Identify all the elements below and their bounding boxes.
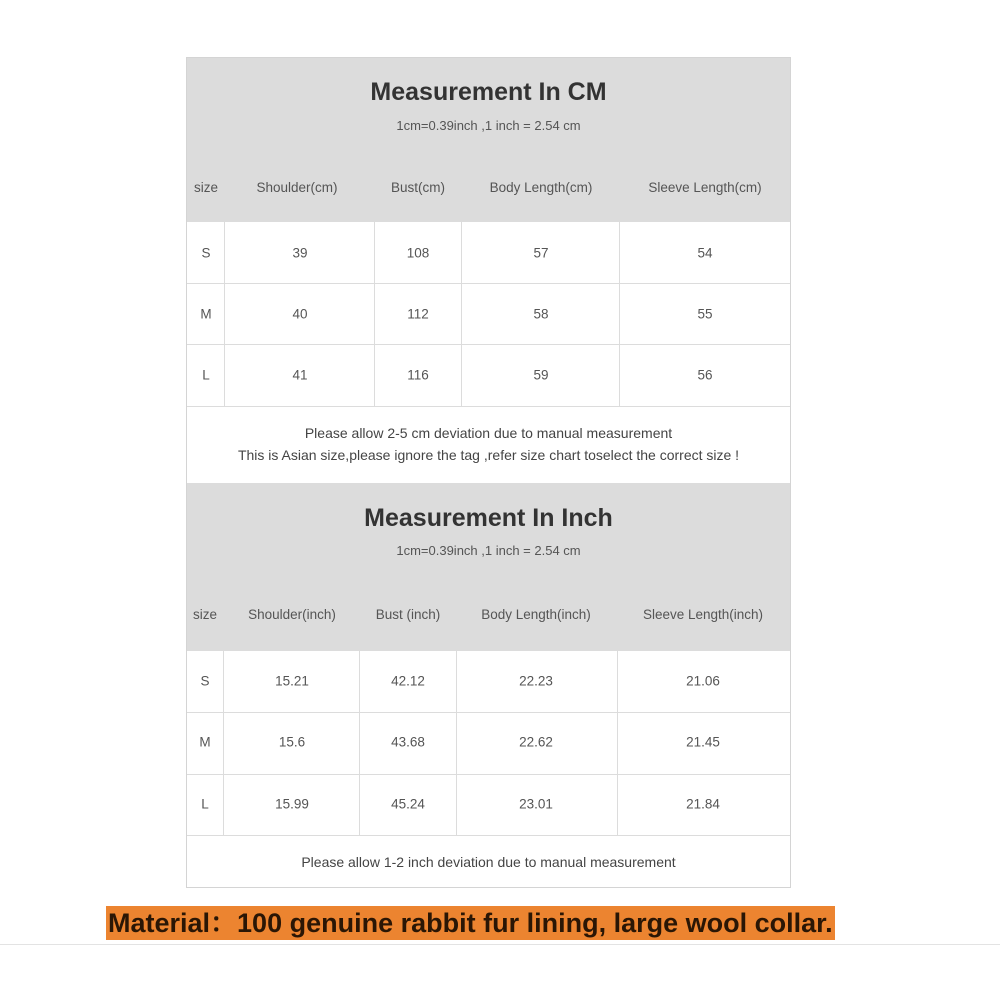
inch-header-block: [187, 483, 790, 651]
cm-col-shoulder: Shoulder(cm): [256, 180, 338, 195]
inch-cell-sleeve-length: 21.06: [686, 673, 720, 689]
inch-cell-bust: 42.12: [391, 673, 425, 689]
cm-cell-sleeve-length: 56: [697, 367, 713, 383]
cm-cell-shoulder: 39: [292, 245, 308, 261]
inch-title: Measurement In Inch: [364, 504, 613, 532]
cm-divider: [619, 222, 620, 406]
cm-divider: [224, 222, 225, 406]
cm-cell-bust: 116: [407, 367, 429, 383]
inch-cell-bust: 45.24: [391, 796, 425, 812]
inch-cell-shoulder: 15.21: [275, 673, 309, 689]
inch-row-divider: [187, 774, 790, 775]
cm-cell-sleeve-length: 55: [697, 306, 713, 322]
inch-divider: [359, 651, 360, 835]
inch-cell-sleeve-length: 21.45: [686, 734, 720, 750]
cm-cell-shoulder: 41: [292, 367, 308, 383]
inch-cell-size: L: [201, 796, 209, 812]
inch-deviation-note: Please allow 1-2 inch deviation due to manual measurement: [301, 854, 676, 870]
cm-cell-sleeve-length: 54: [697, 245, 713, 261]
inch-col-body-length: Body Length(inch): [481, 607, 591, 622]
cm-deviation-note: Please allow 2-5 cm deviation due to manual measurement: [304, 425, 673, 441]
cm-cell-body-length: 58: [533, 306, 549, 322]
cm-row-divider: [187, 283, 790, 284]
cm-col-bust: Bust(cm): [391, 180, 445, 195]
cm-asian-size-note: This is Asian size,please ignore the tag ,refer size chart toselect the correct size !: [237, 447, 740, 463]
cm-cell-size: L: [202, 367, 210, 383]
cm-col-body-length: Body Length(cm): [489, 180, 593, 195]
cm-divider: [374, 222, 375, 406]
cm-subtitle: 1cm=0.39inch ,1 inch = 2.54 cm: [396, 118, 581, 133]
cm-divider: [461, 222, 462, 406]
cm-col-sleeve-length: Sleeve Length(cm): [648, 180, 762, 195]
cm-row-divider: [187, 344, 790, 345]
cm-cell-bust: 112: [407, 306, 429, 322]
inch-col-sleeve-length: Sleeve Length(inch): [642, 607, 764, 622]
divider: [0, 944, 1000, 945]
inch-cell-bust: 43.68: [391, 734, 425, 750]
inch-col-size: size: [192, 607, 218, 622]
inch-cell-shoulder: 15.6: [278, 734, 306, 750]
inch-row-divider: [187, 712, 790, 713]
inch-cell-body-length: 22.23: [519, 673, 553, 689]
inch-col-bust: Bust (inch): [375, 607, 441, 622]
size-chart: [186, 57, 791, 888]
cm-cell-body-length: 59: [533, 367, 549, 383]
cm-cell-shoulder: 40: [292, 306, 308, 322]
cm-cell-size: S: [201, 245, 211, 261]
inch-cell-size: M: [199, 734, 211, 750]
inch-divider: [456, 651, 457, 835]
cm-cell-bust: 108: [406, 245, 430, 261]
inch-subtitle: 1cm=0.39inch ,1 inch = 2.54 cm: [396, 543, 581, 558]
cm-row-divider: [187, 406, 790, 407]
inch-cell-body-length: 23.01: [519, 796, 553, 812]
cm-cell-body-length: 57: [533, 245, 549, 261]
material-banner: Material：100 genuine rabbit fur lining, large wool collar.: [108, 908, 833, 938]
inch-cell-body-length: 22.62: [519, 734, 553, 750]
inch-cell-sleeve-length: 21.84: [686, 796, 720, 812]
inch-divider: [617, 651, 618, 835]
inch-col-shoulder: Shoulder(inch): [248, 607, 336, 622]
cm-cell-size: M: [200, 306, 212, 322]
inch-cell-shoulder: 15.99: [275, 796, 309, 812]
cm-header-block: [187, 58, 790, 222]
inch-cell-size: S: [200, 673, 210, 689]
inch-divider: [223, 651, 224, 835]
cm-col-size: size: [193, 180, 219, 195]
cm-title: Measurement In CM: [370, 78, 607, 106]
inch-row-divider: [187, 835, 790, 836]
